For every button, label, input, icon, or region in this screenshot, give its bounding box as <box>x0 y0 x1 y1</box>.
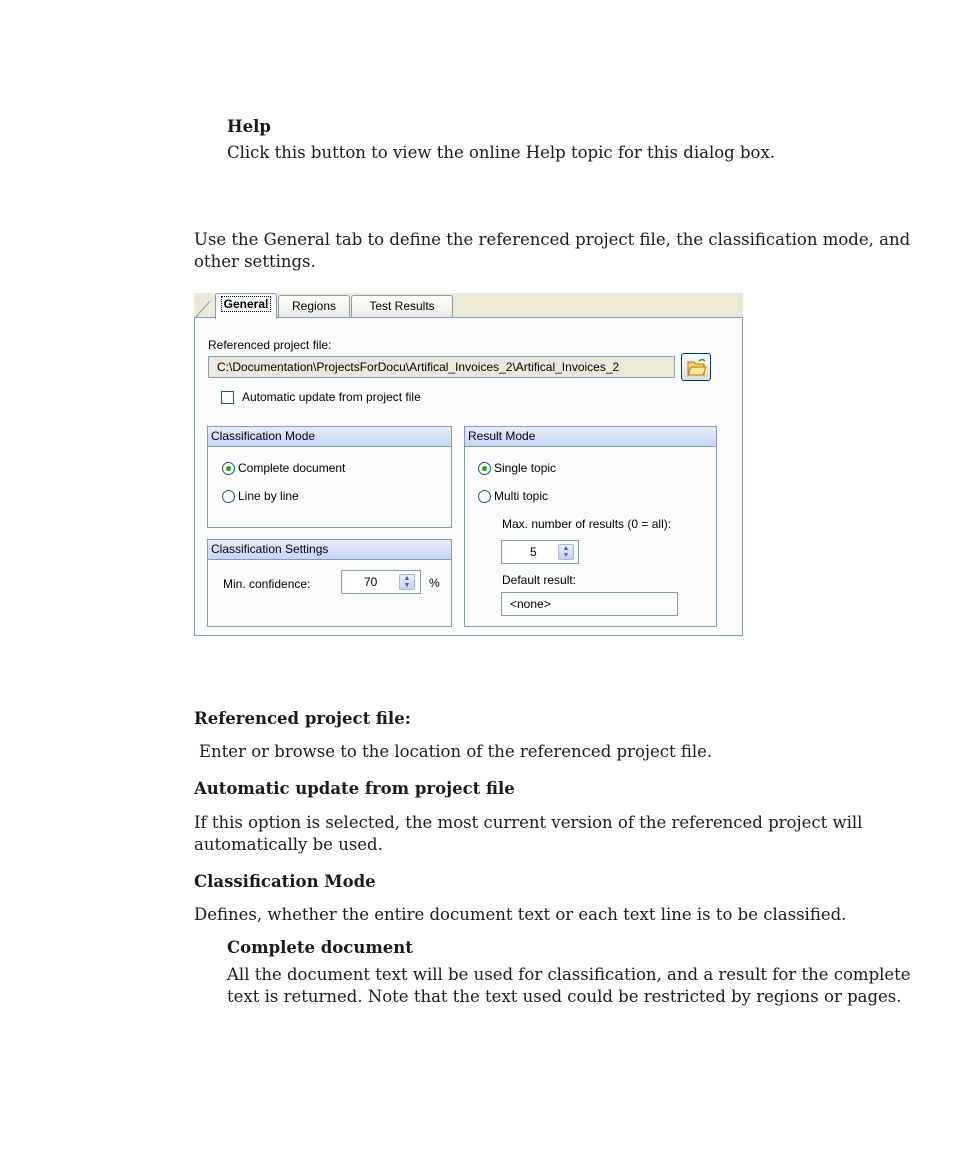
default-result-input[interactable]: <none> <box>501 592 678 616</box>
classification-settings-header: Classification Settings <box>208 540 451 560</box>
tab-test-results[interactable]: Test Results <box>351 295 453 317</box>
result-mode-header: Result Mode <box>465 427 716 447</box>
intro-line-2: other settings. <box>194 252 316 271</box>
multi-topic-label: Multi topic <box>494 489 549 503</box>
complete-document-label: Complete document <box>238 461 346 475</box>
tab-general-label: General <box>221 296 272 312</box>
complete-document-text-1: All the document text will be used for classification, and a result for the complete <box>227 965 911 984</box>
tab-bar <box>194 293 743 318</box>
help-heading: Help <box>227 117 271 136</box>
tab-general[interactable] <box>215 293 277 319</box>
classification-mode-header: Classification Mode <box>208 427 451 447</box>
max-results-input[interactable]: 5 <box>501 540 579 564</box>
intro-line-1: Use the General tab to define the referenced project file, the classification mode, and <box>194 230 911 249</box>
ref-file-text: Enter or browse to the location of the referenced project file. <box>199 742 713 761</box>
percent-unit: % <box>429 576 440 590</box>
auto-update-checkbox[interactable] <box>221 391 234 404</box>
min-confidence-label: Min. confidence: <box>223 577 311 591</box>
ref-file-label: Referenced project file: <box>208 338 332 352</box>
ref-file-heading: Referenced project file: <box>194 709 411 728</box>
classification-mode-group <box>207 426 452 528</box>
complete-document-heading: Complete document <box>227 938 413 957</box>
max-results-label: Max. number of results (0 = all): <box>502 517 672 531</box>
min-confidence-spinner[interactable]: ▲ ▼ <box>399 574 415 590</box>
general-tab-dialog <box>194 293 743 636</box>
classification-mode-text: Defines, whether the entire document text or each text line is to be classified. <box>194 905 847 924</box>
single-topic-radio[interactable] <box>478 462 491 475</box>
multi-topic-radio[interactable] <box>478 490 491 503</box>
auto-update-heading: Automatic update from project file <box>194 779 515 798</box>
complete-document-text-2: text is returned. Note that the text used could be restricted by regions or pages. <box>227 987 902 1006</box>
auto-update-text-1: If this option is selected, the most current version of the referenced project will <box>194 813 863 832</box>
auto-update-text-2: automatically be used. <box>194 835 383 854</box>
min-confidence-input[interactable]: 70 <box>341 570 421 594</box>
default-result-label: Default result: <box>502 573 577 587</box>
help-description: Click this button to view the online Help topic for this dialog box. <box>227 143 776 162</box>
browse-button[interactable] <box>681 353 711 381</box>
general-panel <box>194 317 743 636</box>
max-results-spinner[interactable]: ▲ ▼ <box>558 544 574 560</box>
tab-corner-decoration <box>194 293 214 319</box>
line-by-line-radio[interactable] <box>222 490 235 503</box>
auto-update-label: Automatic update from project file <box>242 390 421 404</box>
complete-document-radio[interactable] <box>222 462 235 475</box>
line-by-line-label: Line by line <box>238 489 299 503</box>
result-mode-group <box>464 426 717 627</box>
ref-file-field[interactable]: C:\Documentation\ProjectsForDocu\Artifical_Invoices_2\Artifical_Invoices_2 <box>208 356 675 378</box>
single-topic-label: Single topic <box>494 461 557 475</box>
folder-open-icon <box>682 354 710 380</box>
tab-regions[interactable]: Regions <box>278 295 350 317</box>
classification-mode-heading: Classification Mode <box>194 872 376 891</box>
classification-settings-group <box>207 539 452 627</box>
